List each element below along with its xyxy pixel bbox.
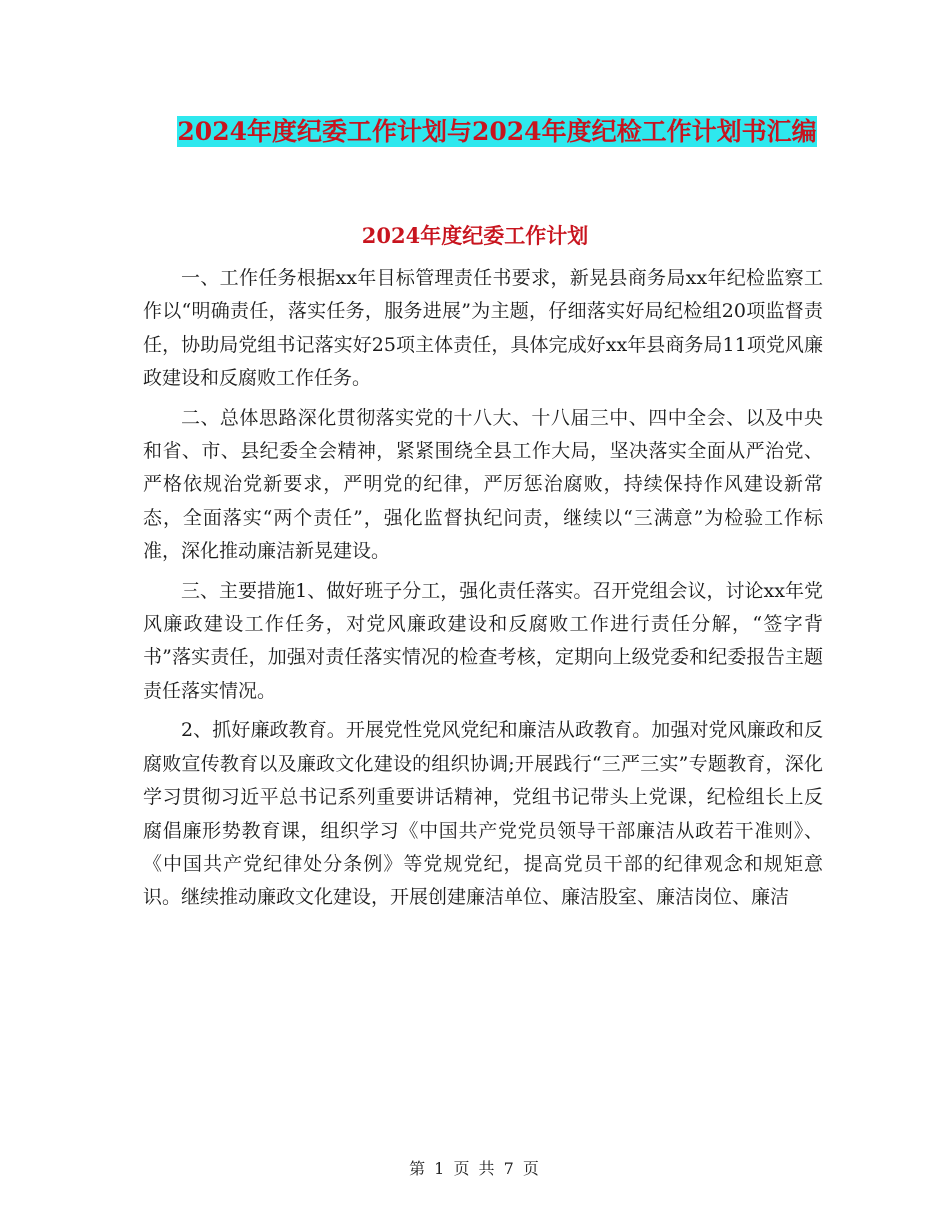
document-title-text: 2024年度纪委工作计划与2024年度纪检工作计划书汇编 [177,117,817,146]
document-title [140,110,854,154]
paragraph: 二、总体思路深化贯彻落实党的十八大、十八届三中、四中全会、以及中央和省、市、县纪委全会精神，紧紧围绕全县工作大局，坚决落实全面从严治党、严格依规治党新要求，严明党的纪律，严厉惩治腐败，持续保持作风建设新常态，全面落实“两个责任”，强化监督执纪问责，继续以“三满意”为检验工作标准，深化推动廉洁新晃建设。 [143,406,823,563]
paragraph: 一、工作任务根据xx年目标管理责任书要求，新晃县商务局xx年纪检监察工作以“明确责任，落实任务，服务进展”为主题，仔细落实好局纪检组20项监督责任，协助局党组书记落实好25项主体责任，具体完成好xx年县商务局11项党风廉政建设和反腐败工作任务。 [143,267,823,390]
paragraph: 2、抓好廉政教育。开展党性党风党纪和廉洁从政教育。加强对党风廉政和反腐败宣传教育以及廉政文化建设的组织协调;开展践行“三严三实”专题教育，深化学习贯彻习近平总书记系列重要讲话精神，党组书记带头上党课，纪检组长上反腐倡廉形势教育课，组织学习《中国共产党党员领导干部廉洁从政若干准则》、《中国共产党纪律处分条例》等党规党纪，提高党员干部的纪律观念和规矩意识。继续推动廉政文化建设，开展创建廉洁单位、廉洁股室、廉洁岗位、廉洁 [143,719,823,909]
section-title: 2024年度纪委工作计划 [361,223,589,248]
document-body [143,262,823,921]
paragraph: 三、主要措施1、做好班子分工，强化责任落实。召开党组会议，讨论xx年党风廉政建设工作任务，对党风廉政建设和反腐败工作进行责任分解，“签字背书”落实责任，加强对责任落实情况的检查考核，定期向上级党委和纪委报告主题责任落实情况。 [143,579,823,702]
page-number-footer: 第 1 页 共 7 页 [409,1159,541,1178]
